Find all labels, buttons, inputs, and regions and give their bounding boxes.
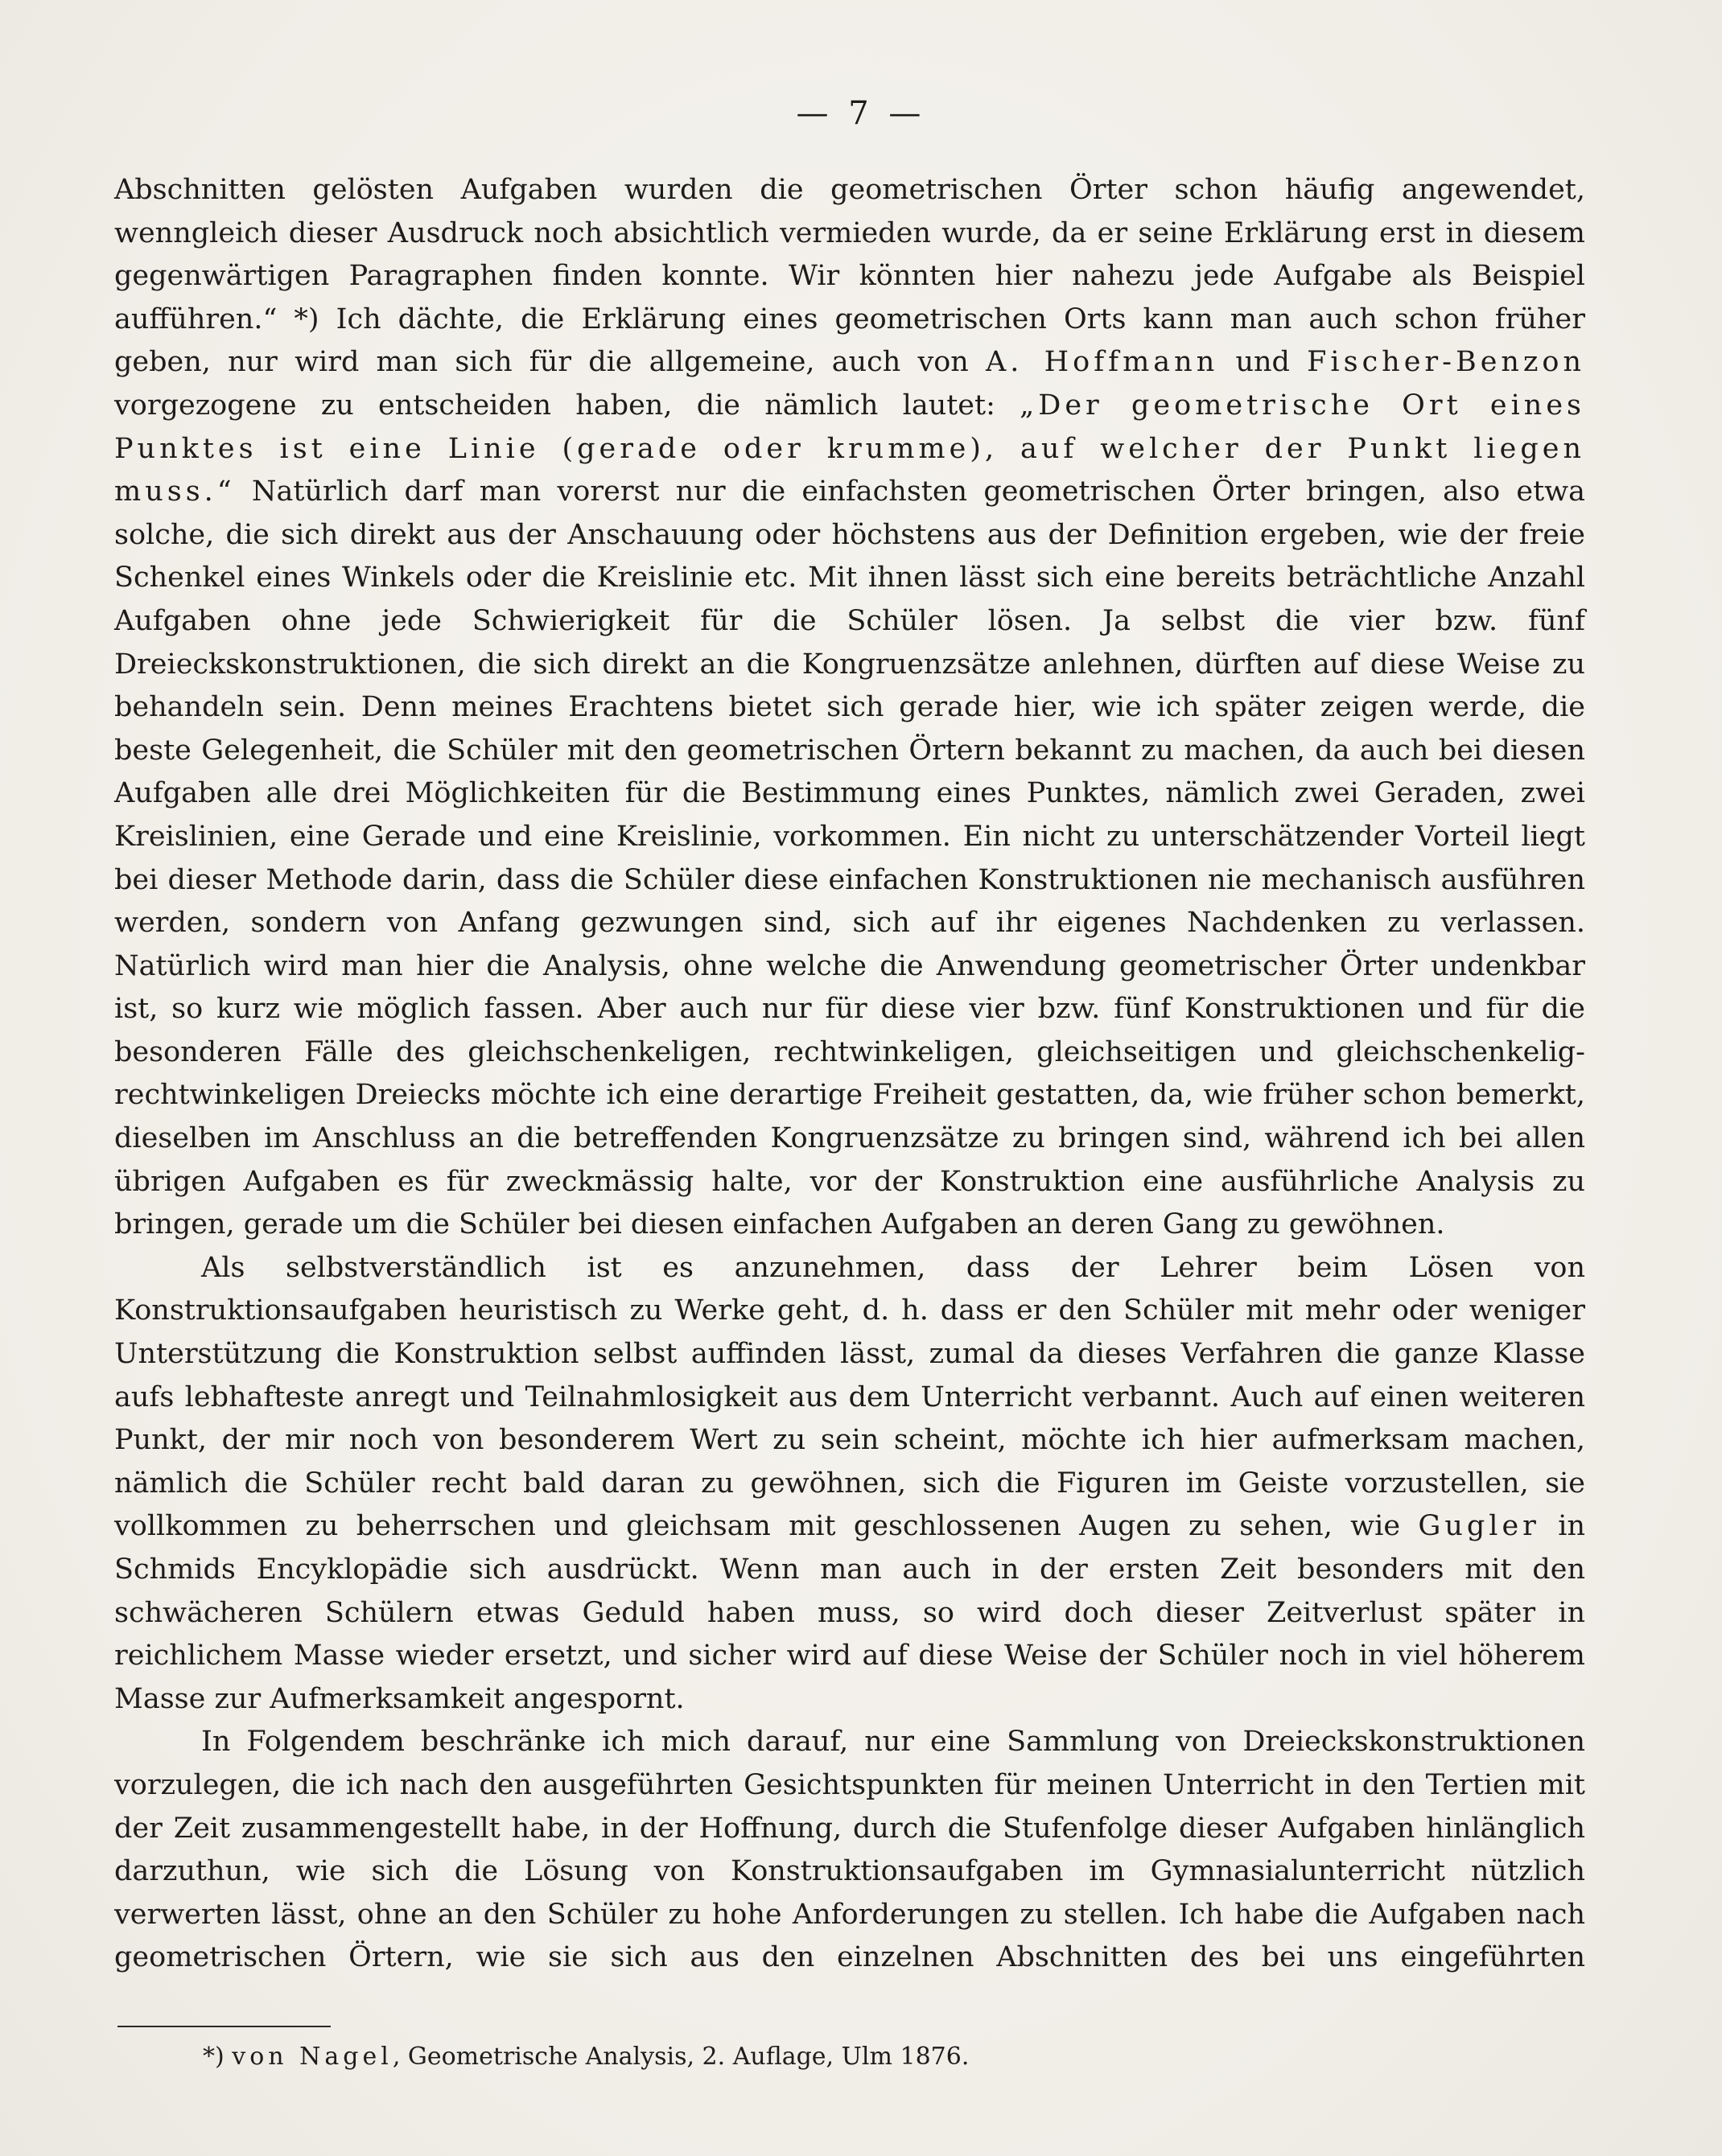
page-number: — 7 —: [796, 95, 926, 132]
definition-quote: „Der geometrische Ort eines Punktes ist eine Linie (gerade oder krumme), auf welcher der Punkt liegen muss.“: [114, 389, 1586, 508]
paragraph-2-text-b: in Schmids Encyklopädie sich ausdrückt. Wenn man auch in der ersten Zeit besonders mit den schwächeren Schülern etwas Geduld haben muss, so wird doch dieser Zeitverlust später in reichlichem Masse wieder ersetzt, und sicher wird auf diese Weise der Schüler noch in viel höherem Masse zur Aufmerksamkeit angespornt.: [114, 1510, 1585, 1715]
footnote: [203, 2041, 969, 2073]
paragraph-1-text-d: Natürlich darf man vorerst nur die einfachsten geometrischen Örter bringen, also etwa solche, die sich direkt aus der Anschauung oder höchstens aus der Definition ergeben, wie der freie Schenkel eines Winkels oder die Kreislinie etc. Mit ihnen lässt sich eine bereits beträchtliche Anzahl Aufgaben ohne jede Schwierigkeit für die Schüler lösen. Ja selbst die vier bzw. fünf Dreieckskonstruktionen, die sich direkt an die Kongruenzsätze anlehnen, dürften auf diese Weise zu behandeln sein. Denn meines Erachtens bietet sich gerade hier, wie ich später zeigen werde, die beste Gelegenheit, die Schüler mit den geometrischen Örtern bekannt zu machen, da auch bei diesen Aufgaben alle drei Möglichkeiten für die Bestimmung eines Punktes, nämlich zwei Geraden, zwei Kreislinien, eine Gerade und eine Kreislinie, vorkommen. Ein nicht zu unterschätzender Vorteil liegt bei dieser Methode darin, dass die Schüler diese einfachen Konstruktionen nie mechanisch ausführen werden, sondern von Anfang gezwungen sind, sich auf ihr eigenes Nachdenken zu verlassen. Natürlich wird man hier die Analysis, ohne welche die Anwendung geometrischer Örter undenkbar ist, so kurz wie möglich fassen. Aber auch nur für diese vier bzw. fünf Konstruktionen und für die besonderen Fälle des gleichschenkeligen, rechtwinkeligen, gleichseitigen und gleichschenkelig-rechtwinkeligen Dreiecks möchte ich eine derartige Freiheit gestatten, da, wie früher schon bemerkt, dieselben im Anschluss an die betreffenden Kongruenzsätze zu bringen sind, während ich bei allen übrigen Aufgaben es für zweckmässig halte, vor der Konstruktion eine ausführliche Analysis zu bringen, gerade um die Schüler bei diesen einfachen Aufgaben an deren Gang zu gewöhnen.: [114, 475, 1585, 1241]
paragraph-1-text-b: und: [1218, 346, 1308, 379]
author-fischer-benzon: Fischer-Benzon: [1307, 346, 1586, 379]
author-gugler: Gugler: [1418, 1510, 1540, 1543]
author-hoffmann: A. Hoffmann: [986, 346, 1219, 379]
footnote-marker: *): [203, 2043, 225, 2071]
footnote-author: von Nagel: [232, 2043, 393, 2071]
paragraph-1-text-a: Abschnitten gelösten Aufgaben wurden die geometrischen Örter schon häufig angewendet, wenngleich dieser Ausdruck noch absichtlich vermieden wurde, da er seine Erklärung erst in diesem gegenwärtigen Paragraphen finden konnte. Wir könnten hier nahezu jede Aufgabe als Beispiel aufführen.“ *) Ich dächte, die Erklärung eines geometrischen Orts kann man auch schon früher geben, nur wird man sich für die allgemeine, auch von: [114, 174, 1585, 379]
footnote-text: , Geometrische Analysis, 2. Auflage, Ulm 1876.: [392, 2043, 970, 2071]
paragraph-2-text-a: Als selbstverständlich ist es anzunehmen, dass der Lehrer beim Lösen von Konstruktionsaufgaben heuristisch zu Werke geht, d. h. dass er den Schüler mit mehr oder weniger Unterstützung die Konstruktion selbst auffinden lässt, zumal da dieses Verfahren die ganze Klasse aufs lebhafteste anregt und Teilnahmlosigkeit aus dem Unterricht verbannt. Auch auf einen weiteren Punkt, der mir noch von besonderem Wert zu sein scheint, möchte ich hier aufmerksam machen, nämlich die Schüler recht bald daran zu gewöhnen, sich die Figuren im Geiste vorzustellen, sie vollkommen zu beherrschen und gleichsam mit geschlossenen Augen zu sehen, wie: [114, 1251, 1585, 1543]
paragraph-2: [114, 1247, 1585, 1722]
paragraph-1: [114, 169, 1585, 1247]
paragraph-1-text-c: vorgezogene zu entscheiden haben, die nämlich lautet:: [114, 389, 1020, 422]
footnote-divider: [117, 2026, 331, 2027]
paragraph-3: In Folgendem beschränke ich mich darauf, nur eine Sammlung von Dreieckskonstruktionen vorzulegen, die ich nach den ausgeführten Gesichtspunkten für meinen Unterricht in den Tertien mit der Zeit zusammengestellt habe, in der Hoffnung, durch die Stufenfolge dieser Aufgaben hinlänglich darzuthun, wie sich die Lösung von Konstruktionsaufgaben im Gymnasialunterricht nützlich verwerten lässt, ohne an den Schüler zu hohe Anforderungen zu stellen. Ich habe die Aufgaben nach geometrischen Örtern, wie sie sich aus den einzelnen Abschnitten des bei uns eingeführten: [114, 1726, 1585, 1974]
main-text: [114, 169, 1585, 1980]
